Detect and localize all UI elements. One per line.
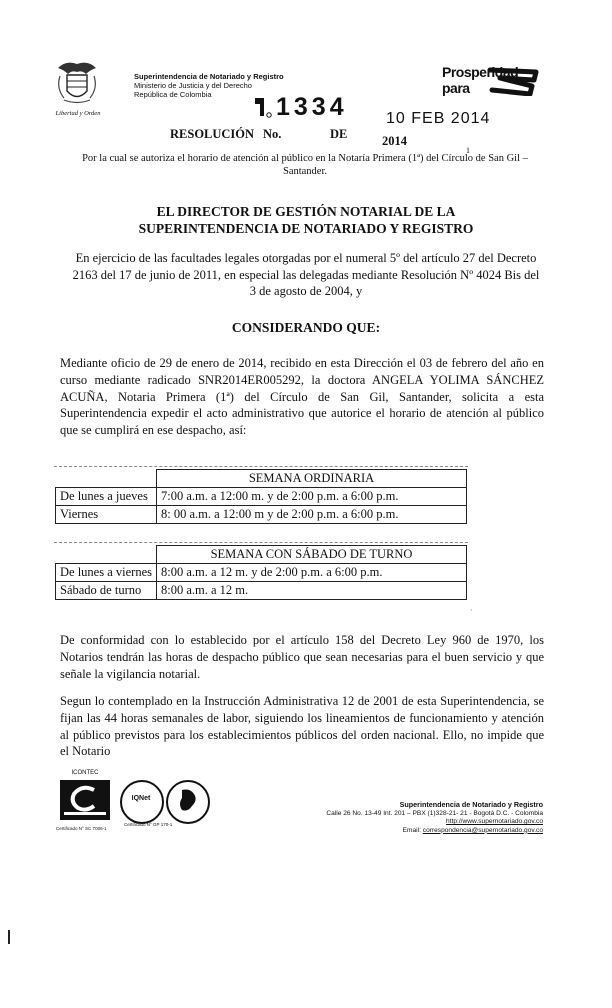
iqnet-label: IQNet: [131, 795, 151, 802]
resolution-year: 2014: [382, 134, 407, 148]
colombia-coat-of-arms-icon: [52, 58, 102, 106]
republic-name: República de Colombia: [134, 90, 212, 99]
entity-name: Superintendencia de Notariado y Registro: [134, 72, 284, 81]
resolution-subject: Por la cual se autoriza el horario de atención al público en la Notaría Primera (1ª) del Círculo de San Gil – Santander.: [82, 153, 528, 177]
brand-line2: para: [442, 80, 470, 96]
footer-email-label: Email:: [402, 826, 421, 834]
table-row: [56, 564, 467, 582]
table-header: SEMANA ORDINARIA: [157, 470, 467, 488]
footer-entity: Superintendencia de Notariado y Registro: [399, 800, 543, 809]
table-corner: [56, 546, 157, 564]
prosperidad-logo: [442, 64, 542, 96]
resolution-date-stamp: 10 FEB 2014: [386, 110, 491, 127]
ntc-ring-icon: [166, 780, 210, 824]
margin-mark: ·: [470, 606, 473, 615]
schedule-table-sabado: [55, 545, 467, 600]
stamp-mark-icon: [252, 96, 274, 120]
resolution-de-label: DE: [330, 127, 348, 141]
icontec-logo-icon: [56, 772, 114, 822]
table-cell-day: De lunes a viernes: [56, 564, 157, 582]
seal-caption: Libertad y Orden: [55, 110, 101, 117]
icontec-label: ICONTEC: [71, 770, 99, 776]
margin-tick: 1: [466, 146, 470, 155]
table-cell-day: Viernes: [56, 506, 157, 524]
issuer-title: [60, 203, 552, 237]
footer-email-link[interactable]: correspondencia@supernotariado.gov.co: [422, 826, 543, 834]
schedule-table-ordinaria: [55, 469, 467, 524]
paragraph-request: Mediante oficio de 29 de enero de 2014, recibido en esta Dirección el 03 de febrero del año en curso mediante radicado SNR2014ER005292, la doctora ANGELA YOLIMA SÁNCHEZ ACUÑA, Notaria Primera (1ª) del Círculo de San Gil, Santander, solicita a esta Superintendencia expedir el acto administrativo que autorice el horario de atención al público que se cumplirá en ese despacho, así:: [60, 356, 544, 438]
footer-web-link[interactable]: http://www.supernotariado.gov.co: [445, 818, 543, 826]
table-cell-hours: 8: 00 a.m. a 12:00 m y de 2:00 p.m. a 6:00 p.m.: [157, 506, 467, 524]
letterhead-text: [134, 72, 284, 99]
brand-line1: Prosperidad: [442, 64, 519, 80]
issuer-title-line2: SUPERINTENDENCIA DE NOTARIADO Y REGISTRO: [138, 221, 474, 236]
paragraph-decree: De conformidad con lo establecido por el artículo 158 del Decreto Ley 960 de 1970, los Notarios tendrán las horas de despacho público que sean necesarias para el buen servicio y que señale la vigilancia notarial.: [60, 633, 544, 681]
footer-contact: [310, 801, 543, 835]
considerando-heading: CONSIDERANDO QUE:: [231, 320, 381, 335]
intro-paragraph: En ejercicio de las facultades legales otorgadas por el numeral 5º del artículo 27 del Decreto 2163 del 17 de junio de 2011, en especial las delegadas mediante Resolución Nº 4024 Bis del 3 de agosto de 2004, y: [72, 251, 540, 298]
table-cell-day: De lunes a jueves: [56, 488, 157, 506]
footer-email: [310, 827, 543, 836]
resolution-number-stamp: 1334: [276, 93, 348, 121]
table-row: [56, 506, 467, 524]
scan-edge-mark: [8, 930, 10, 944]
colombia-map-logo-icon: [124, 784, 164, 820]
table-row: [56, 488, 467, 506]
table-cell-hours: 7:00 a.m. a 12:00 m. y de 2:00 p.m. a 6:00 p.m.: [157, 488, 467, 506]
redaction-scribble-icon: [470, 66, 540, 96]
table-divider: [54, 542, 468, 543]
certificate-1: Certificado N° SC 7006-1: [56, 826, 107, 831]
table-header: SEMANA CON SÁBADO DE TURNO: [157, 546, 467, 564]
table-cell-day: Sábado de turno: [56, 582, 157, 600]
footer-address: Calle 26 No. 13-49 Int. 201 – PBX (1)328-21- 21 - Bogotá D.C. - Colombia: [326, 809, 543, 817]
issuer-title-line1: EL DIRECTOR DE GESTIÓN NOTARIAL DE LA: [156, 204, 456, 219]
paragraph-instruction: Segun lo contemplado en la Instrucción Administrativa 12 de 2001 de esta Superintendencia, se fijan las 44 horas semanales de labor, siguiendo los lineamientos de funcionamiento y atención al público previstos para los establecimientos públicos del orden nacional. Ello, no impide que el Notario: [60, 694, 544, 759]
table-row: [56, 582, 467, 600]
table-corner: [56, 470, 157, 488]
table-cell-hours: 8:00 a.m. a 12 m. y de 2:00 p.m. a 6:00 p.m.: [157, 564, 467, 582]
resolution-no-label: No.: [263, 127, 282, 141]
resolution-label: RESOLUCIÓN: [170, 127, 255, 141]
table-cell-hours: 8:00 a.m. a 12 m.: [157, 582, 467, 600]
ministry-name: Ministerio de Justicia y del Derecho: [134, 81, 252, 90]
certificate-2: Certificado N° GP 170-1: [124, 822, 173, 827]
table-divider: [54, 466, 468, 467]
